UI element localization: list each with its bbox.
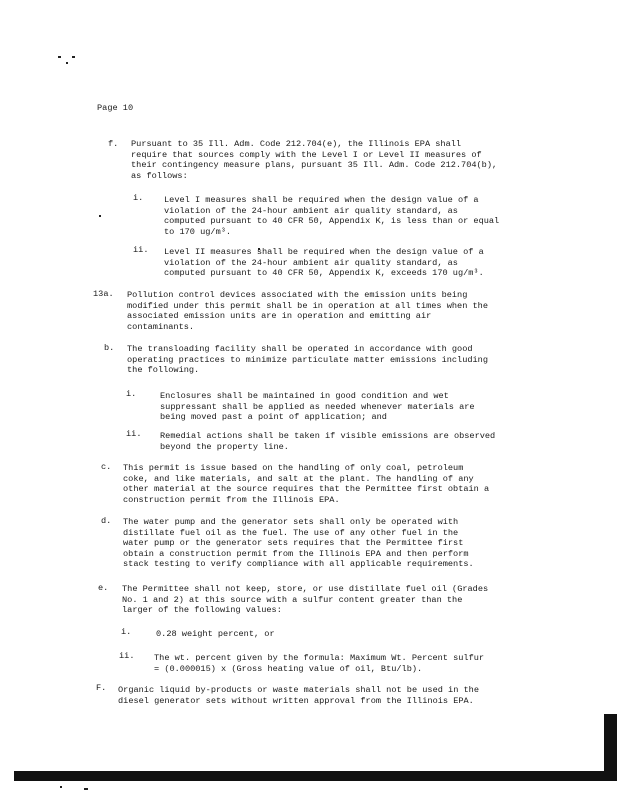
paragraph-d-label: d.: [101, 516, 112, 526]
paragraph-b-ii-text: Remedial actions shall be taken if visible emissions are observed beyond the property line.: [160, 431, 496, 452]
paragraph-F-text: Organic liquid by-products or waste materials shall not be used in the diesel generator sets without written approval from the Illinois EPA.: [118, 685, 479, 706]
scan-speck: [72, 56, 75, 58]
paragraph-b-label: b.: [104, 343, 115, 353]
paragraph-f-i-text: Level I measures shall be required when the design value of a violation of the 24-hour ambient air quality standard, as computed pursuant to 40 CFR 50, Appendix K, is less than or equal to 170 ug/m³.: [164, 195, 500, 237]
paragraph-d-text: The water pump and the generator sets shall only be operated with distillate fuel oil as the fuel. The use of any other fuel in the water pump or the generator sets requires that the Permittee first obtain a construction permit from the Illinois EPA and then perform stack testing to verify compliance with all applicable requirements.: [123, 517, 474, 569]
scan-bottom-edge: [14, 771, 617, 781]
paragraph-f-ii-label: ii.: [133, 245, 149, 255]
paragraph-f-text: Pursuant to 35 Ill. Adm. Code 212.704(e), the Illinois EPA shall require that sources comply with the Level I or Level II measures of their contingency measure plans, pursuant 35 Ill. Adm. Code 212.704(b), as follows:: [131, 139, 498, 181]
scan-speck: [58, 56, 61, 58]
paragraph-F-label: F.: [96, 683, 107, 693]
scan-speck: [66, 62, 68, 64]
scan-right-edge: [604, 714, 617, 774]
paragraph-f-i-label: i.: [133, 193, 144, 203]
paragraph-f-label: f.: [108, 139, 119, 149]
paragraph-b-text: The transloading facility shall be operated in accordance with good operating practices to minimize particulate matter emissions including the following.: [127, 344, 488, 375]
page-number: Page 10: [97, 103, 134, 113]
scan-speck: [99, 215, 101, 217]
paragraph-b-i-label: i.: [126, 389, 137, 399]
paragraph-e-i-label: i.: [121, 627, 132, 637]
paragraph-13a-text: Pollution control devices associated with the emission units being modified under this permit shall be in operation at all times when the associated emission units are in operation and emitting air contaminants.: [127, 290, 488, 332]
paragraph-e-ii-text: The wt. percent given by the formula: Maximum Wt. Percent sulfur = (0.000015) x (Gross heating value of oil, Btu/lb).: [154, 653, 485, 674]
paragraph-e-text: The Permittee shall not keep, store, or use distillate fuel oil (Grades No. 1 and 2) at this source with a sulfur content greater than the larger of the following values:: [122, 584, 489, 615]
scan-speck: [84, 788, 88, 790]
paragraph-e-ii-label: ii.: [119, 651, 135, 661]
scan-speck: [60, 786, 62, 788]
paragraph-b-ii-label: ii.: [126, 429, 142, 439]
paragraph-e-label: e.: [98, 583, 109, 593]
paragraph-c-label: c.: [101, 462, 112, 472]
paragraph-c-text: This permit is issue based on the handling of only coal, petroleum coke, and like materials, and salt at the plant. The handling of any other material at the source requires that the Permittee first obtain a construction permit from the Illinois EPA.: [123, 463, 490, 505]
paragraph-b-i-text: Enclosures shall be maintained in good condition and wet suppressant shall be applied as needed whenever materials are being moved past a point of application; and: [160, 391, 475, 422]
paragraph-e-i-text: 0.28 weight percent, or: [156, 629, 275, 639]
paragraph-13a-label: 13a.: [93, 289, 114, 299]
paragraph-f-ii-text: Level II measures shall be required when the design value of a violation of the 24-hour ambient air quality standard, as computed pursuant to 40 CFR 50, Appendix K, exceeds 170 ug/m³.: [164, 247, 484, 278]
